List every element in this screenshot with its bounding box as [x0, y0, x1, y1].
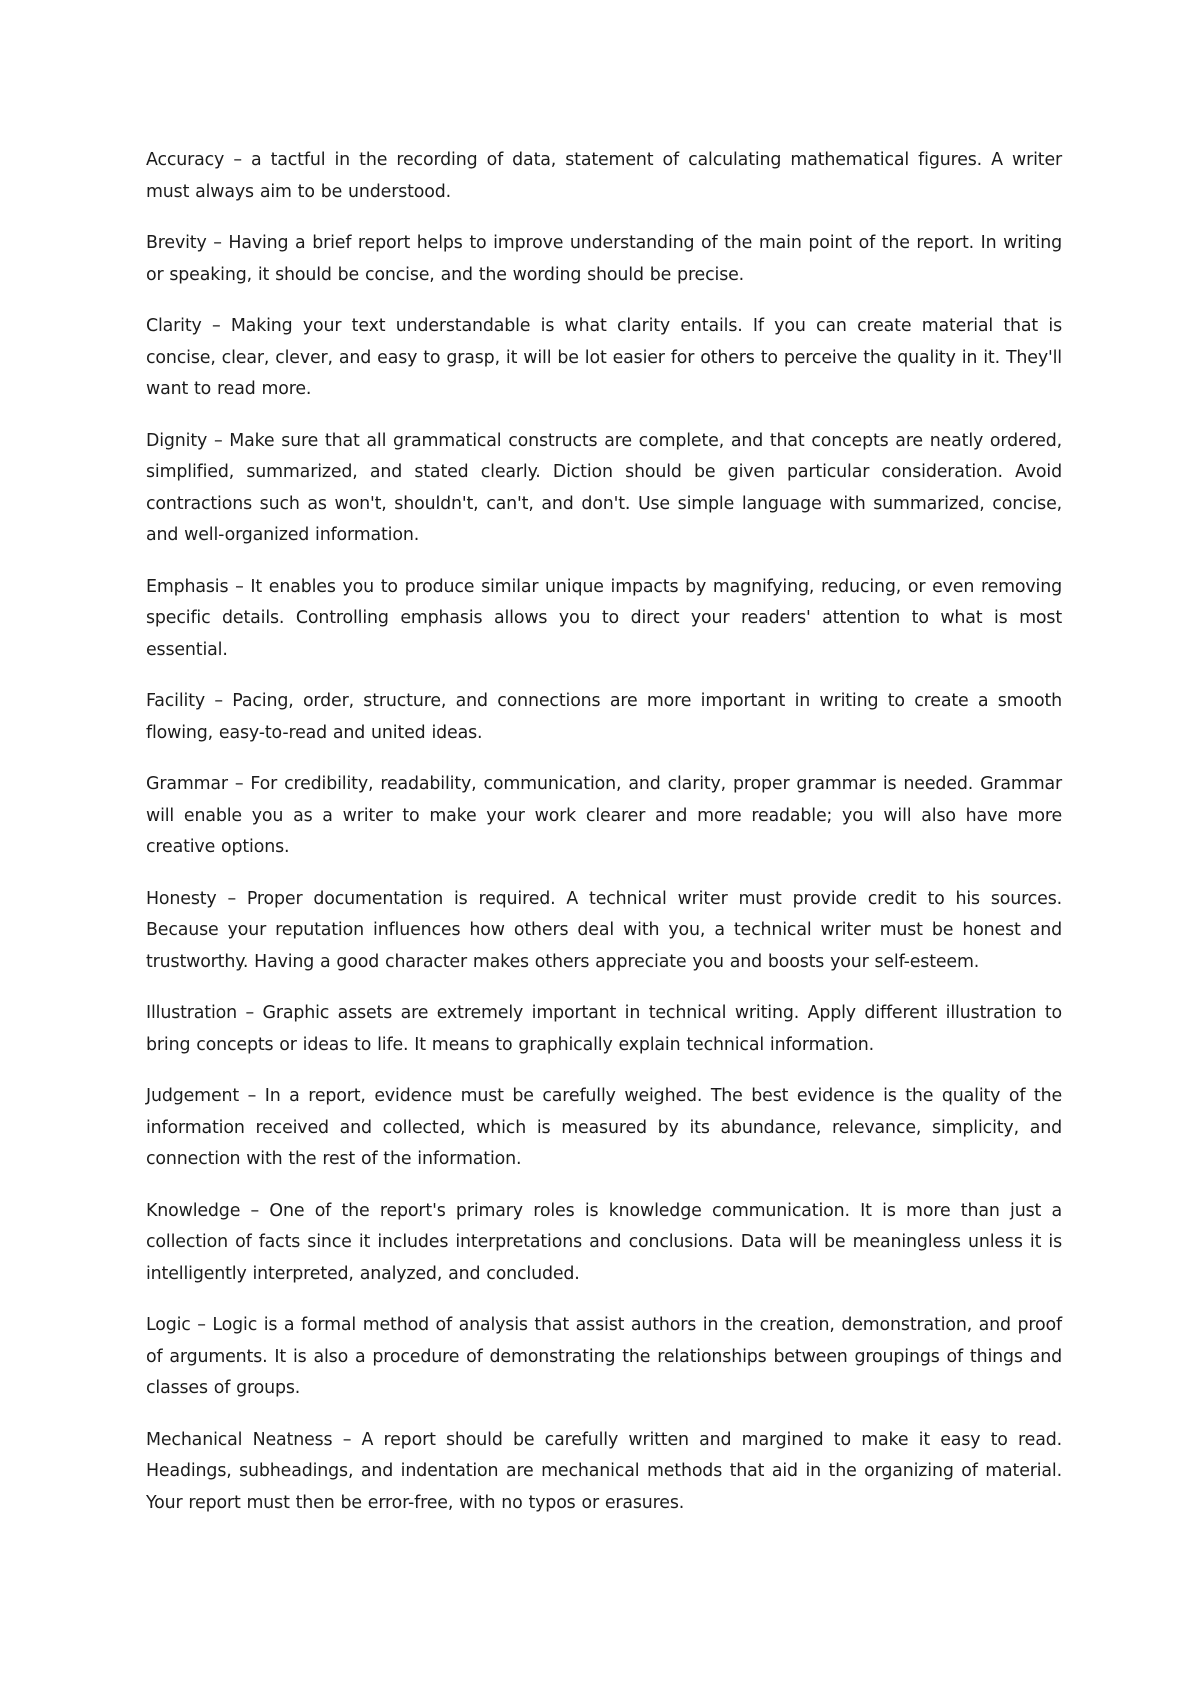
paragraph-illustration: Illustration – Graphic assets are extremely important in technical writing. Apply different illustration to bring concepts or ideas to life. It means to graphically explain technical information. — [146, 1003, 1062, 1055]
paragraph-accuracy: Accuracy – a tactful in the recording of data, statement of calculating mathematical figures. A writer must always aim to be understood. — [146, 150, 1062, 202]
paragraph-logic: Logic – Logic is a formal method of analysis that assist authors in the creation, demonstration, and proof of arguments. It is also a procedure of demonstrating the relationships between groupings of things and classes of groups. — [146, 1315, 1062, 1398]
paragraph-knowledge: Knowledge – One of the report's primary roles is knowledge communication. It is more than just a collection of facts since it includes interpretations and conclusions. Data will be meaningless unless it is intelligently interpreted, analyzed, and concluded. — [146, 1200, 1062, 1284]
paragraph-grammar: Grammar – For credibility, readability, communication, and clarity, proper grammar is needed. Grammar will enable you as a writer to make your work clearer and more readable; you will also have more creative options. — [146, 774, 1062, 857]
paragraph-clarity: Clarity – Making your text understandable is what clarity entails. If you can create material that is concise, clear, clever, and easy to grasp, it will be lot easier for others to perceive the quality in it. They'll want to read more. — [146, 316, 1062, 399]
paragraph-facility: Facility – Pacing, order, structure, and connections are more important in writing to create a smooth flowing, easy-to-read and united ideas. — [146, 691, 1062, 743]
paragraph-honesty: Honesty – Proper documentation is required. A technical writer must provide credit to his sources. Because your reputation influences how others deal with you, a technical writer must be honest and trustworthy. Having a good character makes others appreciate you and boosts your self-esteem. — [146, 888, 1062, 972]
paragraph-emphasis: Emphasis – It enables you to produce similar unique impacts by magnifying, reducing, or even removing specific details. Controlling emphasis allows you to direct your readers' attention to what is most essential. — [146, 576, 1062, 660]
paragraph-dignity: Dignity – Make sure that all grammatical constructs are complete, and that concepts are neatly ordered, simplified, summarized, and stated clearly. Diction should be given particular consideration. Avoid contractions such as won't, shouldn't, can't, and don't. Use simple language with summarized, concise, and well-organized information. — [146, 430, 1062, 545]
paragraph-judgement: Judgement – In a report, evidence must be carefully weighed. The best evidence is the quality of the information received and collected, which is measured by its abundance, relevance, simplicity, and connection with the rest of the information. — [146, 1086, 1062, 1169]
document-body — [146, 145, 1062, 1539]
paragraph-mechanical-neatness: Mechanical Neatness – A report should be carefully written and margined to make it easy to read. Headings, subheadings, and indentation are mechanical methods that aid in the organizing of material. Your report must then be error-free, with no typos or erasures. — [146, 1429, 1062, 1513]
paragraph-brevity: Brevity – Having a brief report helps to improve understanding of the main point of the report. In writing or speaking, it should be concise, and the wording should be precise. — [146, 233, 1062, 285]
